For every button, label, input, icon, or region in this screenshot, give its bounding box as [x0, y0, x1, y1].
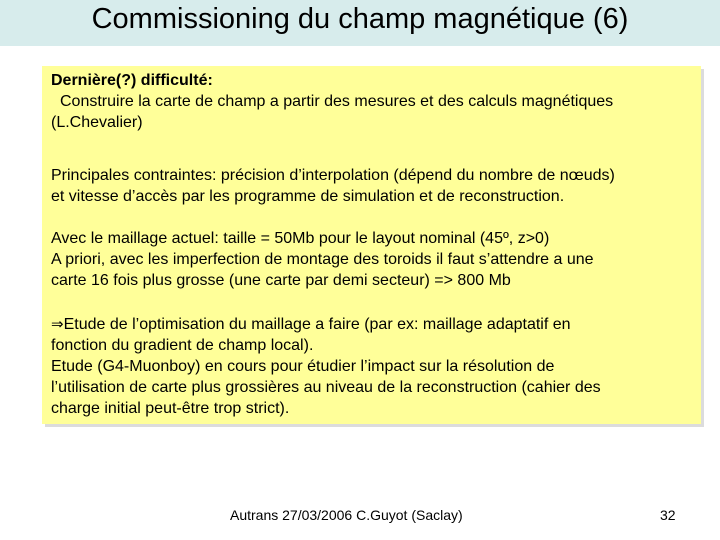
- difficulty-heading: Dernière(?) difficulté:: [51, 72, 213, 89]
- page-number: 32: [660, 507, 676, 523]
- constraints-line-2: et vitesse d’accès par les programme de simulation et de reconstruction.: [51, 188, 565, 205]
- difficulty-line-1: Construire la carte de champ a partir des mesures et des calculs magnétiques: [60, 93, 614, 110]
- study-line-5: charge initial peut-être trop strict).: [51, 400, 290, 417]
- mesh-size-line-3: carte 16 fois plus grosse (une carte par demi secteur) => 800 Mb: [51, 272, 511, 289]
- constraints-line-1: Principales contraintes: précision d’interpolation (dépend du nombre de nœuds): [51, 167, 615, 184]
- content-box: [42, 66, 701, 424]
- mesh-size-line-2: A priori, avec les imperfection de montage des toroids il faut s’attendre a une: [51, 251, 594, 268]
- constraints-block: [51, 165, 696, 207]
- mesh-size-line-1: Avec le maillage actuel: taille = 50Mb pour le layout nominal (45º, z>0): [51, 230, 550, 247]
- difficulty-block: [51, 70, 696, 133]
- study-line-4: l’utilisation de carte plus grossières au niveau de la reconstruction (cahier des: [51, 379, 601, 396]
- study-block: [51, 314, 696, 419]
- study-line-2: fonction du gradient de champ local).: [51, 337, 314, 354]
- difficulty-line-2: (L.Chevalier): [51, 114, 143, 131]
- study-line-1: [51, 314, 696, 335]
- study-line-3: Etude (G4-Muonboy) en cours pour étudier l’impact sur la résolution de: [51, 358, 555, 375]
- study-line-1-text: Etude de l’optimisation du maillage a faire (par ex: maillage adaptatif en: [63, 316, 571, 333]
- implies-arrow-icon: ⇒: [51, 315, 64, 333]
- footer-text: Autrans 27/03/2006 C.Guyot (Saclay): [230, 507, 463, 523]
- slide-title: Commissioning du champ magnétique (6): [91, 3, 629, 35]
- mesh-size-block: [51, 228, 696, 291]
